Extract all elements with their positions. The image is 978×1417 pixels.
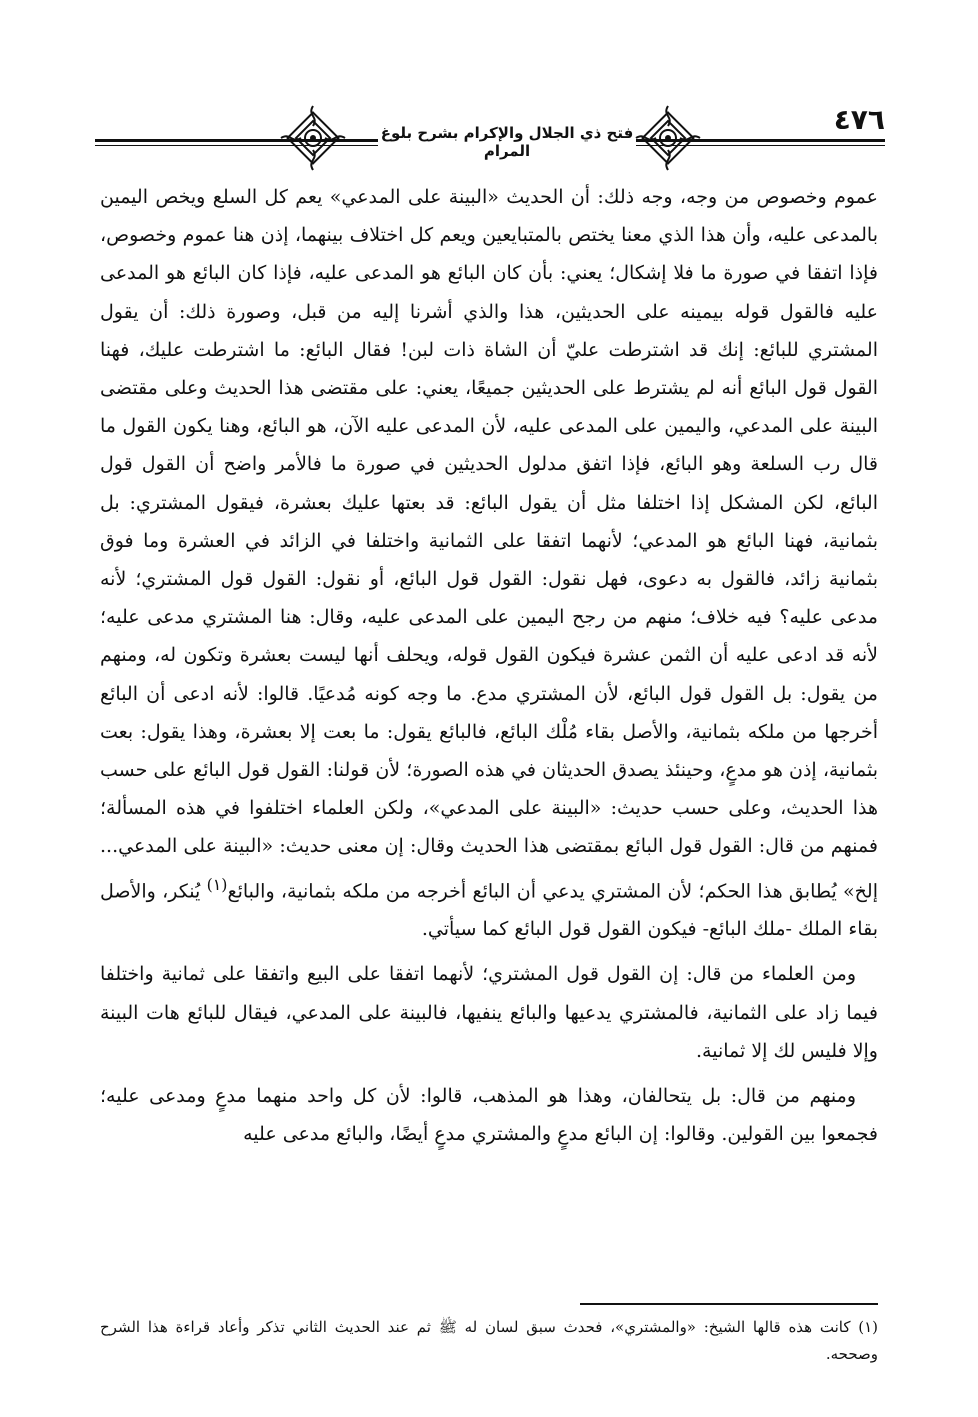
footnote-reference[interactable]: (١) bbox=[206, 874, 228, 894]
paragraph-text: ومن العلماء من قال: إن القول قول المشتري؛ لأنهما اتفقا على البيع واتفقا على ثمانية واختلفا فيما زاد على الثمانية، فالمشتري يدعيها والبائع ينفيها، فالبينة على المدعي، فيقال للبائع هات البينة وإلا فليس لك إلا ثمانية. bbox=[100, 963, 878, 1062]
paragraph bbox=[100, 955, 878, 1070]
footnote: (١) كانت هذه قالها الشيخ: «والمشتري»، فحدث سبق لسان له ﷺ ثم عند الحديث الثاني تذكر وأعاد قراءة هذا الشرح وصححه. bbox=[100, 1318, 878, 1363]
paragraph-text: عموم وخصوص من وجه، وجه ذلك: أن الحديث «البينة على المدعي» يعم كل السلع ويخص اليمين بالمدعى عليه، وأن هذا الذي معنا يختص بالمتبايعين ويعم كل اختلاف بينهما، إذن هنا عموم وخصوص، فإذا اتفقا في صورة ما فلا إشكال؛ يعني: بأن كان البائع هو المدعى عليه، فإذا كان البائع هو المدعى عليه فالقول قوله بيمينه على الحديثين، هذا والذي أشرنا إليه من قبل، وصورة ذلك: أن يقول المشتري للبائع: إنك قد اشترطت عليّ أن الشاة ذات لبن! فقال البائع: ما اشترطت عليك، فهنا القول قول البائع أنه لم يشترط على الحديثين جميعًا، يعني: على مقتضى هذا الحديث وعلى مقتضى البينة على المدعي، واليمين على المدعى عليه، لأن المدعى عليه الآن، هو البائع، وهنا يكون القول ما قال رب السلعة وهو البائع، فإذا اتفق مدلول الحديثين في صورة ما فالأمر واضح أن القول قول البائع، لكن المشكل إذا اختلفا مثل أن يقول البائع: قد بعتها عليك بعشرة، فيقول المشتري: بل بثمانية، فهنا البائع هو المدعي؛ لأنهما اتفقا على الثمانية واختلفا في الزائد في العشرة وما فوق بثمانية زائد، فالقول به دعوى، فهل نقول: القول قول البائع، أو نقول: القول قول المشتري؛ لأنه مدعى عليه؟ فيه خلاف؛ منهم من رجح اليمين على المدعى عليه، وقال: هنا المشتري مدعى عليه؛ لأنه قد ادعى عليه أن الثمن عشرة فيكون القول قوله، ويحلف أنها ليست بعشرة وتكون له، ومنهم من يقول: بل القول قول البائع، لأن المشتري مدع. ما وجه كونه مُدعيًا. قالوا: لأنه ادعى أن البائع أخرجها من ملكه بثمانية، والأصل بقاء مُلْك البائع، فالبائع يقول: ما بعت إلا بعشرة، وهذا يقول: بعت بثمانية، إذن هو مدعٍ، وحينئذ يصدق الحديثان في هذه الصورة؛ لأن قولنا: القول قول البائع على حسب هذا الحديث، وعلى حسب حديث: «البينة على المدعي»، ولكن العلماء اختلفوا في هذه المسألة؛ فمنهم من قال: القول قول البائع بمقتضى هذا الحديث وقال: إن معنى حديث: «البينة على المدعي... إلخ» يُطابق هذا الحكم؛ لأن المشتري يدعي أن البائع أخرجه من ملكه بثمانية، والبائع bbox=[100, 186, 878, 902]
page-header bbox=[95, 98, 885, 178]
paragraph bbox=[100, 1077, 878, 1153]
paragraph-text-continued: يُنكر، والأصل بقاء الملك -ملك البائع- فيكون القول قول البائع كما سيأتي. bbox=[100, 879, 878, 941]
page-number: ٤٧٦ bbox=[833, 103, 885, 136]
body-text bbox=[100, 178, 878, 1153]
floral-ornament-icon bbox=[632, 102, 704, 174]
book-title: فتح ذي الجلال والإكرام بشرح بلوغ المرام bbox=[378, 120, 636, 164]
floral-ornament-icon bbox=[277, 102, 349, 174]
paragraph-text: ومنهم من قال: بل يتحالفان، وهذا هو المذهب، قالوا: لأن كل واحد منهما مدعٍ ومدعى عليه؛ فجمعوا بين القولين. وقالوا: إن البائع مدعٍ والمشتري مدعٍ أيضًا، والبائع مدعى عليه bbox=[100, 1085, 878, 1146]
paragraph bbox=[100, 178, 878, 948]
footnote-separator bbox=[580, 1303, 878, 1305]
